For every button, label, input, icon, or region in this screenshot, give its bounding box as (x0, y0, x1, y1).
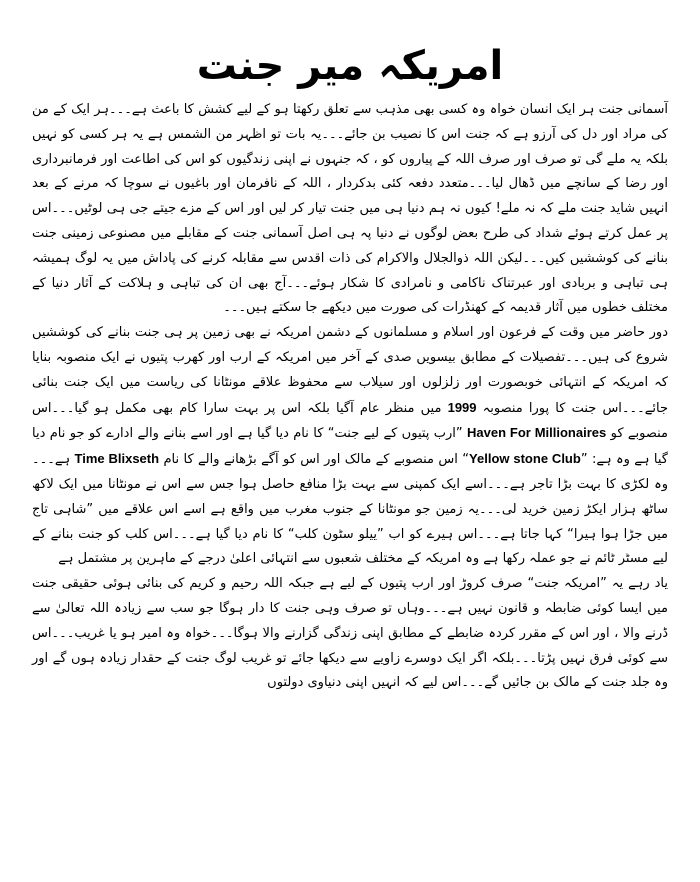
article-title: امریکہ میر جنت (196, 43, 504, 89)
paragraph-3 (32, 572, 668, 696)
latin-term: 1999 (447, 399, 477, 415)
text-run: دور حاضر میں وقت کے فرعون اور اسلام و مسلمانوں کے دشمن امریکہ نے بھی زمین پر ہی جنت بنانے کی کوششیں شروع کی ہیں۔۔۔تفصیلات کے مطابق بیسویں صدی کے آخر میں امریکہ کے ارب اور کھرب پتیوں نے ایک منصوبہ بنایا کہ امریکہ کے انتہائی خوبصورت اور زلزلوں اور سیلاب سے محفوظ علاقے مونٹانا کی ریاست میں ایک جنت بنائی جائے۔۔۔اس جنت کا پورا منصوبہ (32, 325, 669, 416)
latin-term: Haven For Millionaires (467, 425, 607, 441)
paragraph-1 (32, 98, 668, 321)
text-run: ”ارب پتیوں کے لیے جنت“ کا نام دیا گیا ہے اور اسے بنانے والے ادارے کو جو نام دیا گیا ہے وہ ہے: ” (32, 426, 668, 468)
text-run: یاد رہے یہ ”امریکہ جنت“ صرف کروڑ اور ارب پتیوں کے لیے ہے جبکہ اللہ رحیم و کریم کی بنائی ہوئی حقیقی جنت میں ایسا کوئی ضابطہ و قانون نہیں ہے۔۔۔وہاں تو صرف وہی جنت کا دار ہوگا جو سب سے زیادہ اللہ تعالیٰ سے ڈرنے والا ، اور اس کے مقرر کردہ ضابطے کے مطابق اپنی زندگی گزارنے والا ہوگا۔۔۔خواہ وہ امیر ہو یا غریب۔۔۔اس سے کوئی فرق نہیں پڑتا۔۔۔بلکہ اگر ایک دوسرے زاویے سے دیکھا جائے تو غریب لوگ جنت کے حقدار زیادہ ہوں گے اور وہ جلد جنت کے مالک بن جائیں گے۔۔۔اس لیے کہ انہیں اپنی دنیاوی دولتوں (32, 576, 668, 691)
text-run: آسمانی جنت ہر ایک انسان خواہ وہ کسی بھی مذہب سے تعلق رکھتا ہو کے لیے کشش کا باعث ہے۔۔۔ہر ایک کے من کی مراد اور دل کی آرزو ہے کہ جنت اس کا نصیب بن جائے۔۔۔یہ بات تو اظہر من الشمس ہے یہ ہر کسی کو نہیں بلکہ یہ ملے گی تو صرف اور صرف اللہ کے پیاروں کو ، کہ جنہوں نے اپنی زندگیوں کو اس کی اطاعت اور فرمانبرداری اور رضا کے سانچے میں ڈھال لیا۔۔۔متعدد دفعہ کئی بدکردار ، اللہ کے نافرمان اور باغیوں نے سوچا کہ مرنے کے بعد انہیں شاید جنت ملے کہ نہ ملے! کیوں نہ ہم دنیا ہی میں جنت تیار کر لیں اور اس کے مزے جیتے جی ہی لوٹیں۔۔۔اس پر عمل کرتے ہوئے شداد کی طرح بعض لوگوں نے دنیا پہ ہی اصل آسمانی جنت کے مقابلے میں مصنوعی زمینی جنت بنانے کی کوششیں کیں۔۔۔لیکن اللہ ذوالجلال والاکرام کی ذات اقدس سے مقابلہ کرنے کی پاداش میں یہ لوگ ہمیشہ ہی تباہی و بربادی اور عبرتناک ناکامی و نامرادی کا شکار ہوئے۔۔۔آج بھی ان کی تباہی و ہلاکت کے آثار دنیا کے مختلف خطوں میں آثار قدیمہ کے کھنڈرات کی صورت میں دیکھے جا سکتے ہیں۔۔۔ (32, 102, 668, 316)
latin-term: Yellow stone Club (469, 451, 581, 467)
latin-term: Time Blixseth (74, 451, 160, 467)
article-body (32, 98, 668, 696)
text-run: “ اس منصوبے کے مالک اور اس کو آگے بڑھانے والے کا نام (159, 452, 470, 468)
paragraph-2 (32, 321, 668, 572)
text-run: ہے۔۔۔وہ لکڑی کا بہت بڑا تاجر ہے۔۔۔اسے ایک کمپنی سے بہت بڑا منافع حاصل ہوا جس سے اس نے مونٹانا میں ایک لاکھ ساٹھ ہزار ایکڑ زمین خرید لی۔۔۔یہ زمین جو مونٹانا کے جنوب مغرب میں واقع ہے اسے اس علاقے میں ”شاہی تاج میں جڑا ہوا ہیرا“ کہا جاتا ہے۔۔۔اس ہیرے کو اب ”ییلو سٹون کلب“ کا نام دیا گیا ہے۔۔۔اس کلب کو جنت بنانے کے لیے مسٹر ٹائم نے جو عملہ رکھا ہے وہ امریکہ کے مختلف شعبوں سے انتہائی اعلیٰ درجے کے ماہرین پر مشتمل ہے (32, 452, 668, 567)
text-run: میں منظر عام آگیا بلکہ اس پر بہت سارا کام بھی مکمل ہو گیا۔۔۔اس منصوبے کو (32, 400, 669, 442)
